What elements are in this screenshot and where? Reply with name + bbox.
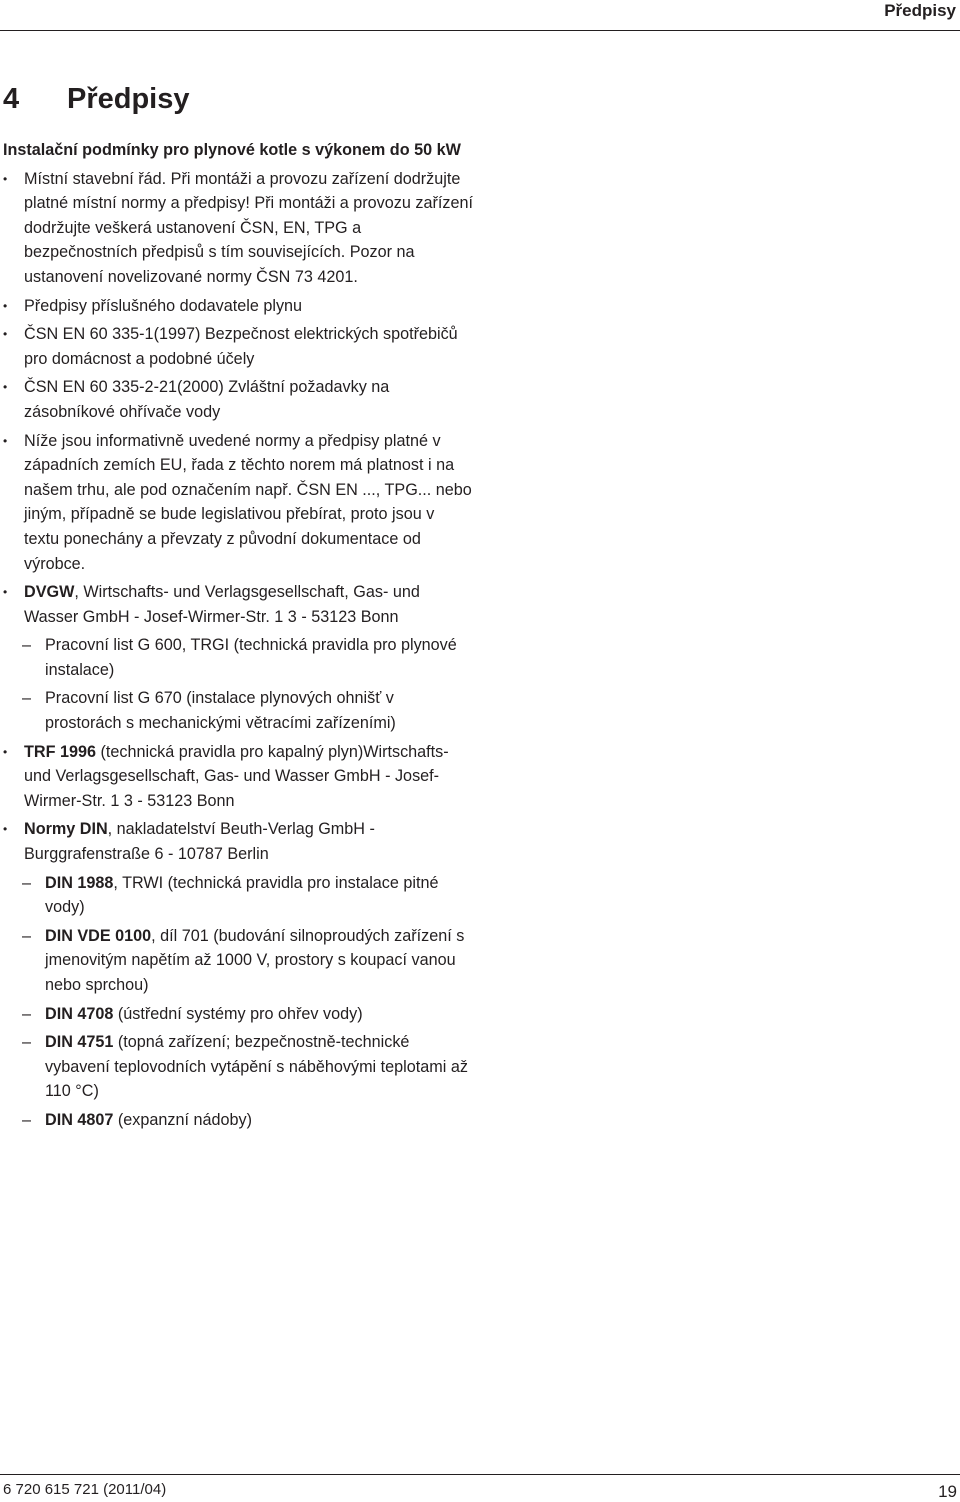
sub-item-bold-label: DIN 4807 [45,1110,114,1129]
chapter-number: 4 [3,83,20,115]
regulations-section [3,138,473,1133]
sub-item-bold-label: DIN VDE 0100 [45,926,152,945]
list-item [3,429,473,577]
sub-list-item [24,924,473,998]
item-bold-label: Normy DIN [24,820,108,839]
chapter-heading [3,80,190,118]
sub-list-item [24,686,473,735]
sub-item-text: (expanzní nádoby) [113,1110,252,1129]
regulations-list [3,167,473,1133]
list-item [3,375,473,424]
page-number: 19 [938,1482,957,1501]
sub-item-text: Pracovní list G 670 (instalace plynových ohnišť v prostorách s mechanickými větracími zařízeními) [45,689,396,733]
sub-item-bold-label: DIN 1988 [45,873,114,892]
list-item [3,817,473,1132]
list-item [3,294,473,319]
item-text: Předpisy příslušného dodavatele plynu [24,296,303,315]
item-text: Místní stavební řád. Při montáži a provozu zařízení dodržujte platné místní normy a předpisy! Při montáži a provozu zařízení dodržujte veškerá ustanovení ČSN, EN, TPG a bezpečnostních předpisů s tím souvisejících. Pozor na ustanovení novelizované normy ČSN 73 4201. [24,169,473,286]
item-bold-label: TRF 1996 [24,742,96,761]
item-text: ČSN EN 60 335-2-21(2000) Zvláštní požadavky na zásobníkové ohřívače vody [24,378,390,421]
list-item [3,740,473,814]
item-text: , nakladatelství Beuth-Verlag GmbH - Burggrafenstraße 6 - 10787 Berlin [24,820,375,864]
item-text: ČSN EN 60 335-1(1997) Bezpečnost elektrických spotřebičů pro domácnost a podobné účely [24,325,458,368]
footer-divider [0,1474,960,1475]
sub-list-item [24,871,473,920]
sub-item-text: , TRWI (technická pravidla pro instalace pitné vody) [45,873,439,917]
running-header-title: Předpisy [884,1,956,20]
sub-list-item [24,1002,473,1027]
sub-item-text: , díl 701 (budování silnoproudých zařízení s jmenovitým napětím až 1000 V, prostory s koupací vanou nebo sprchou) [45,926,465,994]
sub-list-item [24,1030,473,1104]
sub-list [24,871,473,1133]
section-heading: Instalační podmínky pro plynové kotle s výkonem do 50 kW [3,141,461,159]
list-item [3,322,473,371]
chapter-title: Předpisy [67,83,190,115]
sub-list-item [24,1108,473,1133]
sub-list-item [24,633,473,682]
sub-item-text: (ústřední systémy pro ohřev vody) [113,1004,363,1023]
sub-item-text: (topná zařízení; bezpečnostně-technické vybavení teplovodních vytápění s náběhovými teplotami až 110 °C) [45,1033,468,1101]
header-divider [0,30,960,31]
document-code: 6 720 615 721 (2011/04) [3,1481,167,1498]
sub-item-bold-label: DIN 4708 [45,1004,114,1023]
list-item [3,580,473,736]
item-text: , Wirtschafts- und Verlagsgesellschaft, Gas- und Wasser GmbH - Josef-Wirmer-Str. 1 3 - 53123 Bonn [24,583,420,626]
sub-list [24,633,473,735]
item-text: (technická pravidla pro kapalný plyn)Wirtschafts- und Verlagsgesellschaft, Gas- und Wasser GmbH - Josef-Wirmer-Str. 1 3 - 53123 Bonn [24,742,449,810]
list-item [3,167,473,290]
item-bold-label: DVGW [24,583,75,602]
sub-item-bold-label: DIN 4751 [45,1033,114,1052]
sub-item-text: Pracovní list G 600, TRGI (technická pravidla pro plynové instalace) [45,636,457,679]
item-text: Níže jsou informativně uvedené normy a předpisy platné v západních zemích EU, řada z těchto norem má platnost i na našem trhu, ale pod označením např. ČSN EN ..., TPG... nebo jiným, případně se bude legislativou přebírat, proto jsou v textu ponechány a převzaty z původní dokumentace od výrobce. [24,431,472,573]
